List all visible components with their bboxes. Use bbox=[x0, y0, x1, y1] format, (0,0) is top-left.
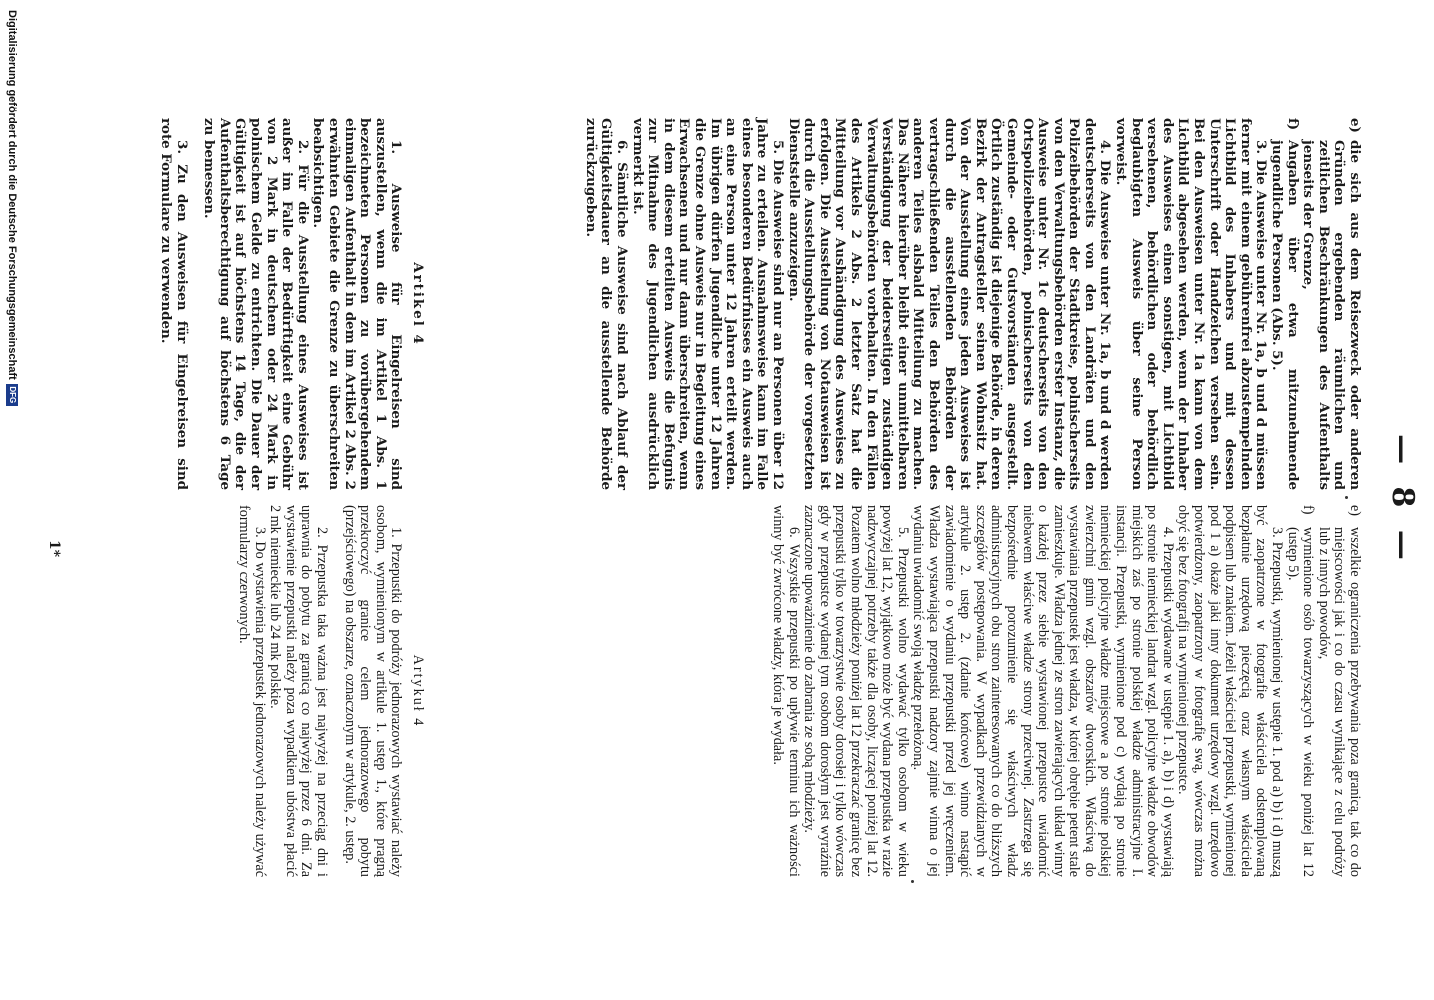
item-marker: f) bbox=[1284, 118, 1301, 131]
polish-paragraph-5: 5. Przepustki wolno wydawać tylko osobom w wieku powyżej lat 12, wyjątkowo może być wydana przepustka w razie nadzwyczajnej potrzeby także dla osoby, liczącej poniżej lat 12. Pozatem wolno młodzieży poniżej lat 12 przekraczać granicę bez przepustki tylko w towarzystwie osoby dorosłej i tylko wówczas gdy w przepustce wydanej tym osobom dorosłym jest wyraźnie zaznaczone upoważnienie do zabrania ze sobą młodzieży. bbox=[801, 505, 911, 877]
page-number: — 8 — bbox=[1385, 434, 1420, 566]
german-article-paragraph-2: 2. Für die Ausstellung eines Ausweises ist außer im Falle der Bedürftigkeit eine Gebühr von 2 Mark in deutschem oder 24 Mark in polnischem Gelde zu entrichten. Die Dauer der Gültigkeit ist auf höchstens 14 Tage, die der Aufenthaltsberechtigung auf höchstens 6 Tage zu bemessen. bbox=[201, 118, 311, 490]
polish-article-paragraph-2: 2. Przepustka taka ważna jest najwyżej na przeciąg dni i uprawnia do pobytu za granicą co najwyżej przez 6 dni. Za wystawienie przepustki należy poza wypadkiem ubóstwa płacić 2 mk niemieckie lub 24 mk polskie. bbox=[267, 505, 331, 877]
german-item-e bbox=[1300, 118, 1362, 490]
polish-column-lower bbox=[235, 505, 431, 877]
item-text: wszelkie ograniczenia przebywania poza granicą, tak co do miejscowości jak i co do czasu wynikające z celu podróży lub z innych powodów, bbox=[1315, 527, 1363, 877]
scan-speck bbox=[1345, 496, 1348, 499]
item-marker: f) bbox=[1300, 505, 1317, 515]
german-article-paragraph-1: 1. Ausweise für Eingelreisen sind auszustellen, wenn die im Artikel 1 Abs. 1 bezeichneten Personen zu vorübergehendem einmaligen Aufenthalt in dem im Artikel 2 Abs. 2 erwähnten Gebiete die Grenze zu überschreiten beabsichtigen. bbox=[310, 118, 405, 490]
polish-paragraph-4: 4. Przepustki wydawane w ustępie 1. a), b) i d) wystawiają po stronie niemieckiej landrat wzgl. policyjne władze obwodów miejskich zaś po stronie polskiej władze administracyjne I. instancji. Przepustki, wymienione pod c) wydają po stronie niemieckiej policyjne władze miejscowe a po stronie polskiej zwierzchni gmin wzgl. obszarów dworskich. Właściwą do wystawiania przepustek jest władza, w której obrębie petent stale zamieszkuje. Władza jednej ze stron zawierających układ winny o każdej przez siebie wystawionej przepustce uwiadomić niebawem właściwe władze strony przeciwnej. Zastrzega się bezpośrednie porozumienie się właściwych władz administracyjnych obu stron zainteresowanych co do bliższych szczegółów postępowania. W wypadkach przewidzianych w artykule 2. ustęp 2. (zdanie końcowe) winno nastąpić zawiadomienie o wydaniu przepustki przed jej wręczeniem. Władza wystawiająca przepustki nadzory zajmie winna o jej wydaniu uwiadomić swoją władzę przełożoną. bbox=[910, 505, 1176, 877]
german-paragraph-6: 6. Sämtliche Ausweise sind nach Ablauf der Gültigkeitsdauer an die ausstellende Behörde zurückzugeben. bbox=[582, 118, 631, 490]
polish-article-heading: Artykuł 4 bbox=[410, 654, 426, 728]
credit-text: Digitalisierung gefördert durch die Deutsche Forschungsgemeinschaft bbox=[6, 10, 18, 380]
scan-speck bbox=[911, 880, 914, 883]
german-article-paragraph-3: 3. Zu den Ausweisen für Eingelreisen sind rote Formulare zu verwenden. bbox=[158, 118, 190, 490]
digitization-credit bbox=[6, 10, 18, 990]
german-column-lower bbox=[158, 118, 432, 490]
polish-column-upper bbox=[769, 505, 1362, 877]
item-text: Angaben über etwa mitzunehmende jugendliche Personen (Abs. 5). bbox=[1269, 140, 1301, 490]
german-item-f bbox=[1268, 118, 1299, 490]
german-paragraph-4: 4. Die Ausweise unter Nr. 1a, b und d werden deutscherseits von den Landräten und den Polizeibehörden der Stadtkreise, polnischerseits von den Verwaltungsbehörden erster Instanz, die Ausweise unter Nr. 1c deutscherseits von den Ortspolizeibehörden, polnischerseits von den Gemeinde- oder Gutsvorständen ausgestellt. Örtlich zuständig ist diejenige Behörde, in deren Bezirk der Antragsteller seinen Wohnsitz hat. Von der Ausstellung eines jeden Ausweises ist durch die ausstellenden Behörden der vertragschließenden Teiles den Behörden des anderen Teiles alsbald Mitteilung zu machen. Das Nähere hierüber bleibt einer unmittelbaren Verständigung der beiderseitigen zuständigen Verwaltungsbehörden vorbehalten. In den Fällen des Artikels 2 Abs. 2 letzter Satz hat die Mitteilung vor Aushändigung des Ausweises zu erfolgen. Die Ausstellung von Notausweisen ist durch die Ausstellungsbehörde der vorgesetzten Dienststelle anzuzeigen. bbox=[785, 118, 1114, 490]
polish-article-paragraph-3: 3. Do wystawienia przepustek jednorazowych należy używać formularzy czerwonych. bbox=[236, 505, 268, 877]
german-column-upper bbox=[582, 118, 1362, 490]
item-marker: e) bbox=[1347, 118, 1363, 133]
item-text: die sich aus dem Reisezweck oder anderen Gründen ergebenden räumlichen und zeitlichen Beschränkungen des Aufenthalts jenseits der Grenze, bbox=[1300, 140, 1363, 490]
dfg-logo-icon: DFG bbox=[6, 384, 18, 406]
footnote-mark: 1* bbox=[46, 540, 62, 558]
polish-item-e bbox=[1315, 505, 1362, 877]
item-marker: e) bbox=[1347, 505, 1363, 517]
german-article-heading: Artikel 4 bbox=[410, 262, 426, 346]
polish-item-f bbox=[1284, 505, 1315, 877]
polish-article-paragraph-1: 1. Przepustki do podróży jednorazowych wystawiać należy osobom, wymienionym w artikule 1. ustęp 1., które pragną przekroczyć granice celem jednorazowego pobytu (przejściowego) na obszarze, oznaczonym w artykule, 2. ustęp. bbox=[341, 505, 405, 877]
german-paragraph-3: 3. Die Ausweise unter Nr. 1a, b und d müssen ferner mit einem gebührenfrei abzustempelnden Lichtbild des Inhabers und mit dessen Unterschrift oder Handzeichen versehen sein. Bei den Ausweisen unter Nr. 1a kann von dem Lichtbild abgesehen werden, wenn der Inhaber des Ausweises einen sonstigen, mit Lichtbild versehenen, behördlichen oder behördlich beglaubigten Ausweis über seine Person vorweist. bbox=[1113, 118, 1270, 490]
polish-paragraph-6: 6. Wszystkie przepustki po upływie terminu ich ważności winny być zwrócone władzy, która je wydała. bbox=[770, 505, 802, 877]
german-paragraph-5: 5. Die Ausweise sind nur an Personen über 12 Jahre zu erteilen. Ausnahmsweise kann im Falle eines besonderen Bedürfnisses ein Ausweis auch an eine Person unter 12 Jahren erteilt werden. Im übrigen dürfen Jugendliche unter 12 Jahren die Grenze ohne Ausweis nur in Begleitung eines Erwachsenen und nur dann überschreiten, wenn in dem diesem erteilten Ausweis die Befugnis zur Mitnahme des Jugendlichen ausdrücklich vermerkt ist. bbox=[629, 118, 787, 490]
polish-paragraph-3: 3. Przepustki, wymienionej w ustępie 1. pod a) b) i d) muszą być zaopatrzone w fotografie właściciela odstemplowaną bezpłatnie urzędową pieczęcią oraz własnym właściciela podpisem lub znakiem. Jeżeli właściciel przepustki, wymienionej pod 1 a) okaże jaki inny dokument urzędowy wzgl. urzędowo potwierdzony, zaopatrzony w fotografię swą, wówczas można obyć się bez fotografji na wymienionej przepustce. bbox=[1175, 505, 1286, 877]
item-text: wymienione osób towarzyszących w wieku poniżej lat 12 (ustęp 5). bbox=[1284, 527, 1317, 877]
